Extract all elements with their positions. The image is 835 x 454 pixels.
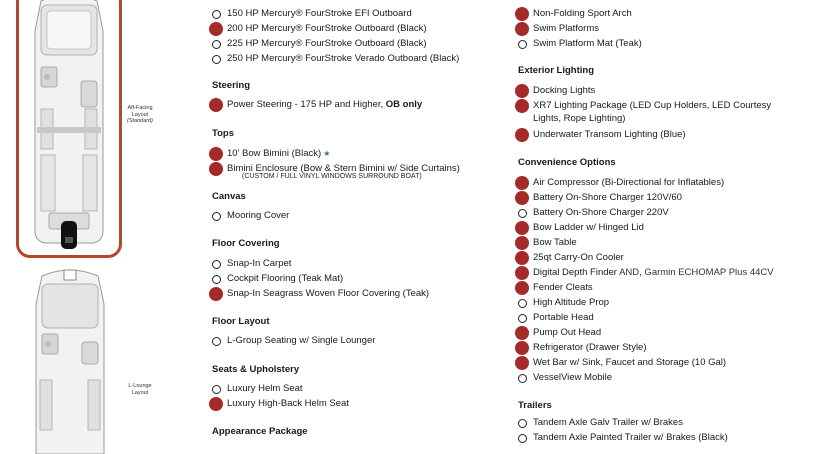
unselected-circle-icon <box>518 314 527 323</box>
unselected-circle-icon <box>212 385 221 394</box>
selected-dot-icon <box>515 84 529 98</box>
section-title-seats: Seats & Upholstery <box>212 364 300 375</box>
unselected-circle-icon <box>212 260 221 269</box>
layout-diagrams <box>0 0 205 446</box>
section-title-canvas: Canvas <box>212 191 246 202</box>
selected-dot-icon <box>515 251 529 265</box>
aft-facing-layout-caption: Aft-Facing Layout (Standard) <box>127 105 153 124</box>
l-lounge-layout-caption: L-Lounge Layout <box>128 383 152 396</box>
selected-dot-icon <box>515 326 529 340</box>
selected-dot-icon <box>515 7 529 21</box>
section-title-appearance: Appearance Package <box>212 426 308 437</box>
unselected-circle-icon <box>212 55 221 64</box>
selected-dot-icon <box>515 281 529 295</box>
unselected-circle-icon <box>212 337 221 346</box>
depth-finder-label: Digital Depth Finder <box>533 267 617 278</box>
depth-finder-extra: AND, Garmin ECHOMAP Plus 44CV <box>619 267 774 278</box>
section-title-exterior-lighting: Exterior Lighting <box>518 65 594 76</box>
unselected-circle-icon <box>212 275 221 284</box>
power-steering-suffix: OB only <box>385 99 423 110</box>
selected-dot-icon <box>515 356 529 370</box>
unselected-circle-icon <box>212 10 221 19</box>
section-title-floor-covering: Floor Covering <box>212 238 280 249</box>
selected-dot-icon <box>515 99 529 113</box>
power-steering-label: Power Steering - 175 HP and Higher, <box>227 99 384 110</box>
unselected-circle-icon <box>212 40 221 49</box>
aft-facing-boat-diagram <box>19 0 119 255</box>
selected-dot-icon <box>209 98 223 112</box>
selected-dot-icon <box>515 221 529 235</box>
selected-dot-icon <box>515 191 529 205</box>
unselected-circle-icon <box>518 40 527 49</box>
selected-dot-icon <box>209 287 223 301</box>
star-icon: ★ <box>323 149 331 158</box>
selected-dot-icon <box>515 341 529 355</box>
aft-facing-layout-card[interactable] <box>16 0 122 258</box>
unselected-circle-icon <box>518 419 527 428</box>
section-title-tops: Tops <box>212 128 234 139</box>
bimini-enclosure-note: (CUSTOM / FULL VINYL WINDOWS SURROUND BOAT) <box>242 173 422 180</box>
unselected-circle-icon <box>518 374 527 383</box>
selected-dot-icon <box>209 162 223 176</box>
section-title-convenience: Convenience Options <box>518 157 616 168</box>
section-title-steering: Steering <box>212 80 251 91</box>
bow-bimini-label: 10' Bow Bimini (Black) <box>227 148 322 159</box>
selected-dot-icon <box>515 266 529 280</box>
selected-dot-icon <box>515 22 529 36</box>
selected-dot-icon <box>515 236 529 250</box>
selected-dot-icon <box>515 176 529 190</box>
xr7-lighting-line2: Lights, Rope Lighting) <box>533 113 626 124</box>
unselected-circle-icon <box>518 209 527 218</box>
selected-dot-icon <box>515 128 529 142</box>
unselected-circle-icon <box>212 212 221 221</box>
l-lounge-boat-diagram[interactable] <box>20 264 120 454</box>
section-title-trailers: Trailers <box>518 400 552 411</box>
section-title-floor-layout: Floor Layout <box>212 316 270 327</box>
selected-dot-icon <box>209 22 223 36</box>
unselected-circle-icon <box>518 434 527 443</box>
selected-dot-icon <box>209 397 223 411</box>
selected-dot-icon <box>209 147 223 161</box>
unselected-circle-icon <box>518 299 527 308</box>
